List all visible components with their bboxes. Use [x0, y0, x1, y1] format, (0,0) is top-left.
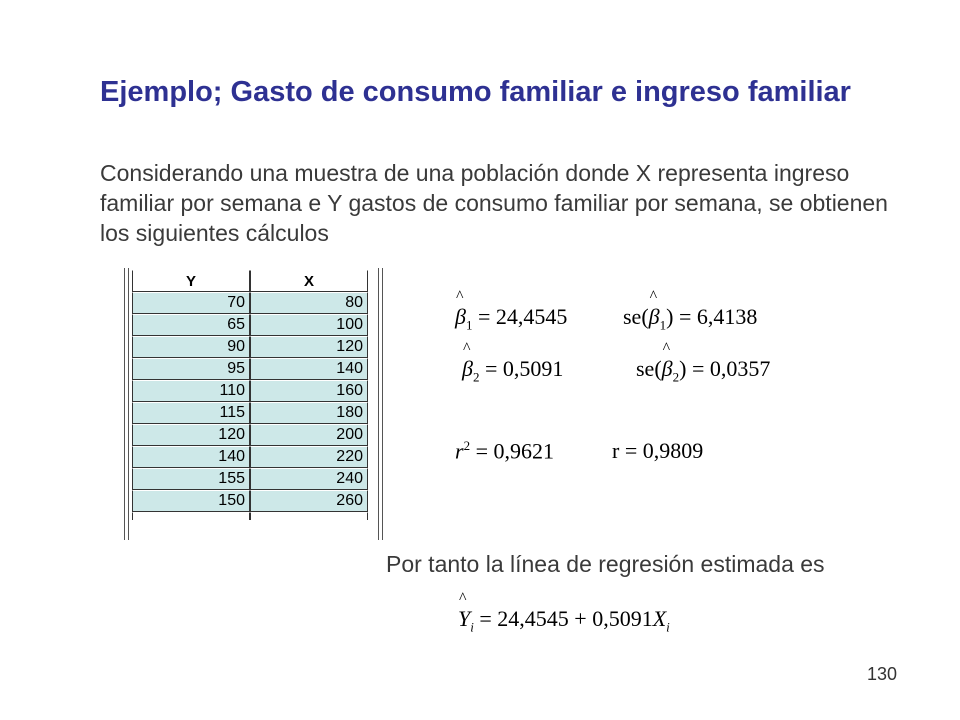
- table-row: [132, 314, 368, 336]
- table-row: [132, 358, 368, 380]
- table-row: [132, 380, 368, 402]
- page-number: 130: [867, 664, 898, 684]
- table-row: [132, 424, 368, 446]
- cell-y: 120: [132, 424, 250, 446]
- column-header-y: Y: [132, 270, 250, 292]
- cell-y: 150: [132, 490, 250, 512]
- cell-x: 260: [250, 490, 368, 512]
- regression-equation: ^ $Y_i = 24,4545 + 0,5091X_i$: [458, 606, 670, 635]
- se-beta2-equation: se(^ $\beta_2) = 0,0357$: [636, 356, 770, 385]
- table-row: [132, 402, 368, 424]
- se-beta2-value: 0,0357: [709, 356, 771, 381]
- cell-x: 200: [250, 424, 368, 446]
- conclusion-text: Por tanto la línea de regresión estimada es: [386, 551, 825, 577]
- se-beta1-equation: se(^ $\beta_1) = 6,4138$: [623, 304, 757, 333]
- cell-x: 100: [250, 314, 368, 336]
- table-row: [132, 446, 368, 468]
- data-table: [132, 270, 368, 520]
- cell-y: 65: [132, 314, 250, 336]
- table-header-row: [132, 270, 368, 292]
- table-row: [132, 292, 368, 314]
- cell-x: 240: [250, 468, 368, 490]
- r-squared-equation: $r^2 = 0,9621$: [455, 438, 554, 464]
- cell-x: 220: [250, 446, 368, 468]
- cell-y: 115: [132, 402, 250, 424]
- column-header-x: X: [250, 270, 368, 292]
- cell-y: 95: [132, 358, 250, 380]
- cell-x: 160: [250, 380, 368, 402]
- beta1-equation: ^ $\beta_1 = 24,4545$: [455, 304, 567, 333]
- r-squared-value: 0,9621: [493, 438, 554, 464]
- slide-title: Ejemplo; Gasto de consumo familiar e ingreso familiar: [100, 76, 851, 108]
- cell-y: 155: [132, 468, 250, 490]
- empty-cell: [250, 512, 368, 520]
- table-row: [132, 336, 368, 358]
- cell-x: 180: [250, 402, 368, 424]
- cell-y: 70: [132, 292, 250, 314]
- table-row: [132, 468, 368, 490]
- cell-y: 90: [132, 336, 250, 358]
- cell-x: 80: [250, 292, 368, 314]
- cell-x: 120: [250, 336, 368, 358]
- cell-x: 140: [250, 358, 368, 380]
- beta2-value: 0,5091: [502, 356, 564, 381]
- intro-paragraph: Considerando una muestra de una población donde X representa ingreso familiar por semana e Y gastos de consumo familiar por semana, se obtienen los siguientes cálculos: [100, 160, 888, 246]
- data-table-frame: [124, 268, 383, 540]
- table-empty-row: [132, 512, 368, 520]
- table-row: [132, 490, 368, 512]
- r-equation: r = 0,9809: [612, 438, 704, 463]
- table-body: [132, 292, 368, 520]
- cell-y: 110: [132, 380, 250, 402]
- se-beta1-value: 6,4138: [696, 304, 758, 329]
- empty-cell: [132, 512, 250, 520]
- r-value: 0,9809: [642, 438, 704, 463]
- beta2-equation: ^ $\beta_2 = 0,5091$: [462, 356, 563, 385]
- beta1-value: 24,4545: [495, 304, 568, 329]
- cell-y: 140: [132, 446, 250, 468]
